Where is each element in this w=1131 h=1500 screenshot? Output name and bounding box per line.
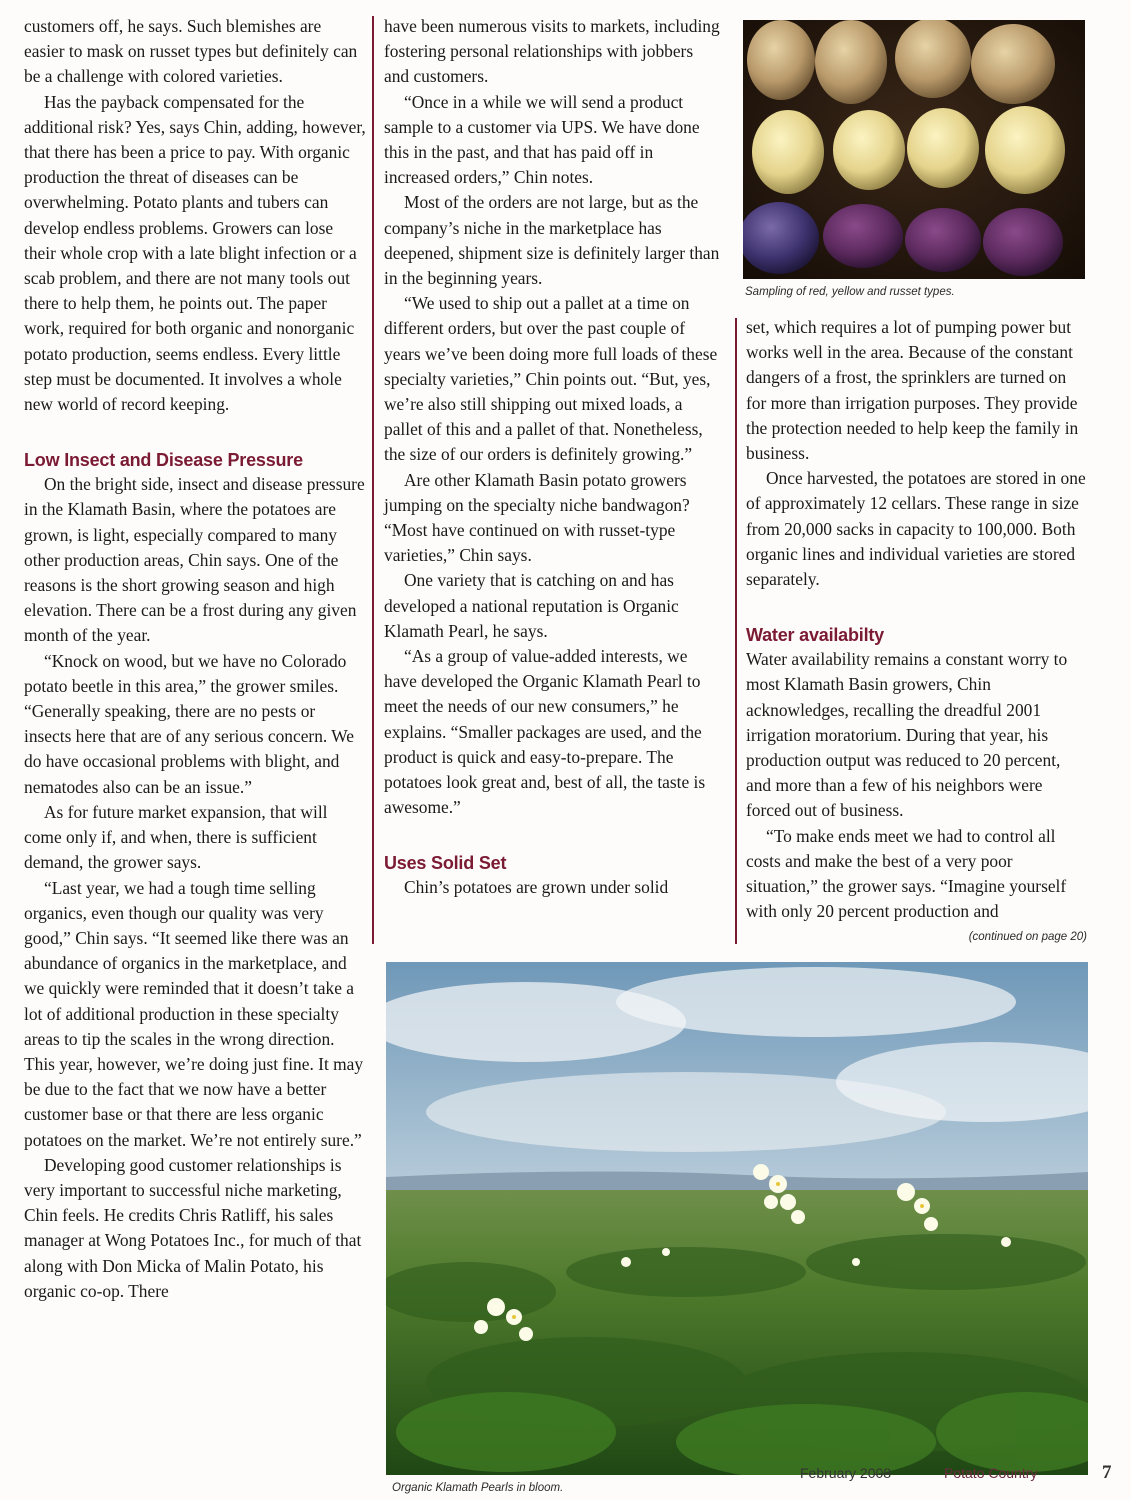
continued-note: (continued on page 20) [968,931,1087,943]
section-heading-insect: Low Insect and Disease Pressure [24,450,303,471]
paragraph: “Knock on wood, but we have no Colorado potato beetle in this area,” the grower smiles. “Generally speaking, there are no pests or insects here that are of any serious concern. We do have occasional problems with blight, and nematodes also can be an issue.” [24,650,355,797]
column-rule [372,16,374,944]
paragraph: Are other Klamath Basin potato growers jumping on the specialty niche bandwagon? “Most have continued on with russet-type varieties,” Chin says. [384,469,690,566]
paragraph: “Once in a while we will send a product sample to a customer via UPS. We have done this in the past, and that has paid off in increased orders,” Chin notes. [384,91,700,188]
column-rule [735,318,737,944]
potato-sample-photo [743,20,1085,279]
paragraph: Once harvested, the potatoes are stored in one of approximately 12 cellars. These range in size from 20,000 sacks in capacity to 100,000. Both organic lines and individual varieties are stored separately. [746,468,1086,590]
paragraph: set, which requires a lot of pumping power but works well in the area. Because of the constant dangers of a frost, the sprinklers are turned on for more than irrigation purposes. They provide the protection needed to help keep the family in business. [746,317,1079,464]
paragraph: have been numerous visits to markets, including fostering personal relationships with jobbers and customers. [384,16,720,87]
section-heading-solid-set: Uses Solid Set [384,852,507,873]
paragraph: “To make ends meet we had to control all costs and make the best of a very poor situation,” the grower says. “Imagine yourself with only 20 percent production and [746,825,1067,922]
paragraph: “As a group of value-added interests, we have developed the Organic Klamath Pearl to meet the needs of our new consumers,” he explains. “Smaller packages are used, and the product is quick and easy-to-prepare. The potatoes look great and, best of all, the taste is awesome.” [384,646,706,818]
footer-date: February 2008 [800,1465,892,1481]
paragraph: On the bright side, insect and disease pressure in the Klamath Basin, where the potatoes are grown, is light, especially compared to many other production areas, Chin says. One of the reasons is the short growing season and high elevation. There can be a frost during any given month of the year. [24,474,365,646]
paragraph: As for future market expansion, that will come only if, and when, there is sufficient demand, the grower says. [24,801,328,873]
paragraph: Water availability remains a constant worry to most Klamath Basin growers, Chin acknowledges, recalling the dreadful 2001 irrigation moratorium. During that year, his production output was reduced to 20 percent, and more than a few of his neighbors were forced out of business. [746,649,1068,821]
paragraph: customers off, he says. Such blemishes are easier to mask on russet types but definitely can be a challenge with colored varieties. [24,16,358,87]
paragraph: Chin’s potatoes are grown under solid [404,876,669,897]
paragraph: Most of the orders are not large, but as the company’s niche in the marketplace has deepened, shipment size is definitely larger than in the beginning years. [384,192,720,289]
article-column-3 [746,315,1088,924]
section-heading-water: Water availabilty [746,625,884,646]
footer-magazine: Potato Country [944,1465,1038,1481]
paragraph: One variety that is catching on and has developed a national reputation is Organic Klamath Pearl, he says. [384,570,679,641]
paragraph: Has the payback compensated for the additional risk? Yes, says Chin, adding, however, that there has been a price to pay. With organic production the threat of diseases can be overwhelming. Potato plants and tubers can develop endless problems. Growers can lose their whole crop with a late blight infection or a scab problem, and there are not many tools out there to help them, he points out. The paper work, required for both organic and nonorganic potato production, seems endless. Every little step must be documented. It involves a whole new world of record keeping. [24,91,366,415]
field-bloom-photo [386,962,1088,1475]
field-photo-caption: Organic Klamath Pearls in bloom. [392,1482,564,1494]
potato-photo-caption: Sampling of red, yellow and russet types. [745,286,955,298]
paragraph: “We used to ship out a pallet at a time on different orders, but over the past couple of years we’ve been doing more full loads of these specialty varieties,” Chin points out. “But, yes, we’re also still shipping out mixed loads, a pallet of this and a pallet of that. Nonetheless, the size of our orders is definitely growing.” [384,293,718,465]
paragraph: Developing good customer relationships is very important to successful niche marketing, Chin feels. He credits Chris Ratliff, his sales manager at Wong Potatoes Inc., for much of that along with Don Micka of Malin Potato, his organic co-op. There [24,1154,362,1301]
page-number: 7 [1102,1462,1112,1483]
paragraph: “Last year, we had a tough time selling organics, even though our quality was very good,” Chin says. “It seemed like there was an abundance of organics in the marketplace, and we quickly were reminded that it doesn’t take a lot of additional production in these specialty areas to tip the scales in the wrong direction. This year, however, we’re doing just fine. It may be due to the fact that we now have a better customer base or that there are less organic potatoes on the market. We’re not entirely sure.” [24,877,364,1150]
article-column-1 [24,14,366,1304]
article-column-2 [384,14,720,900]
